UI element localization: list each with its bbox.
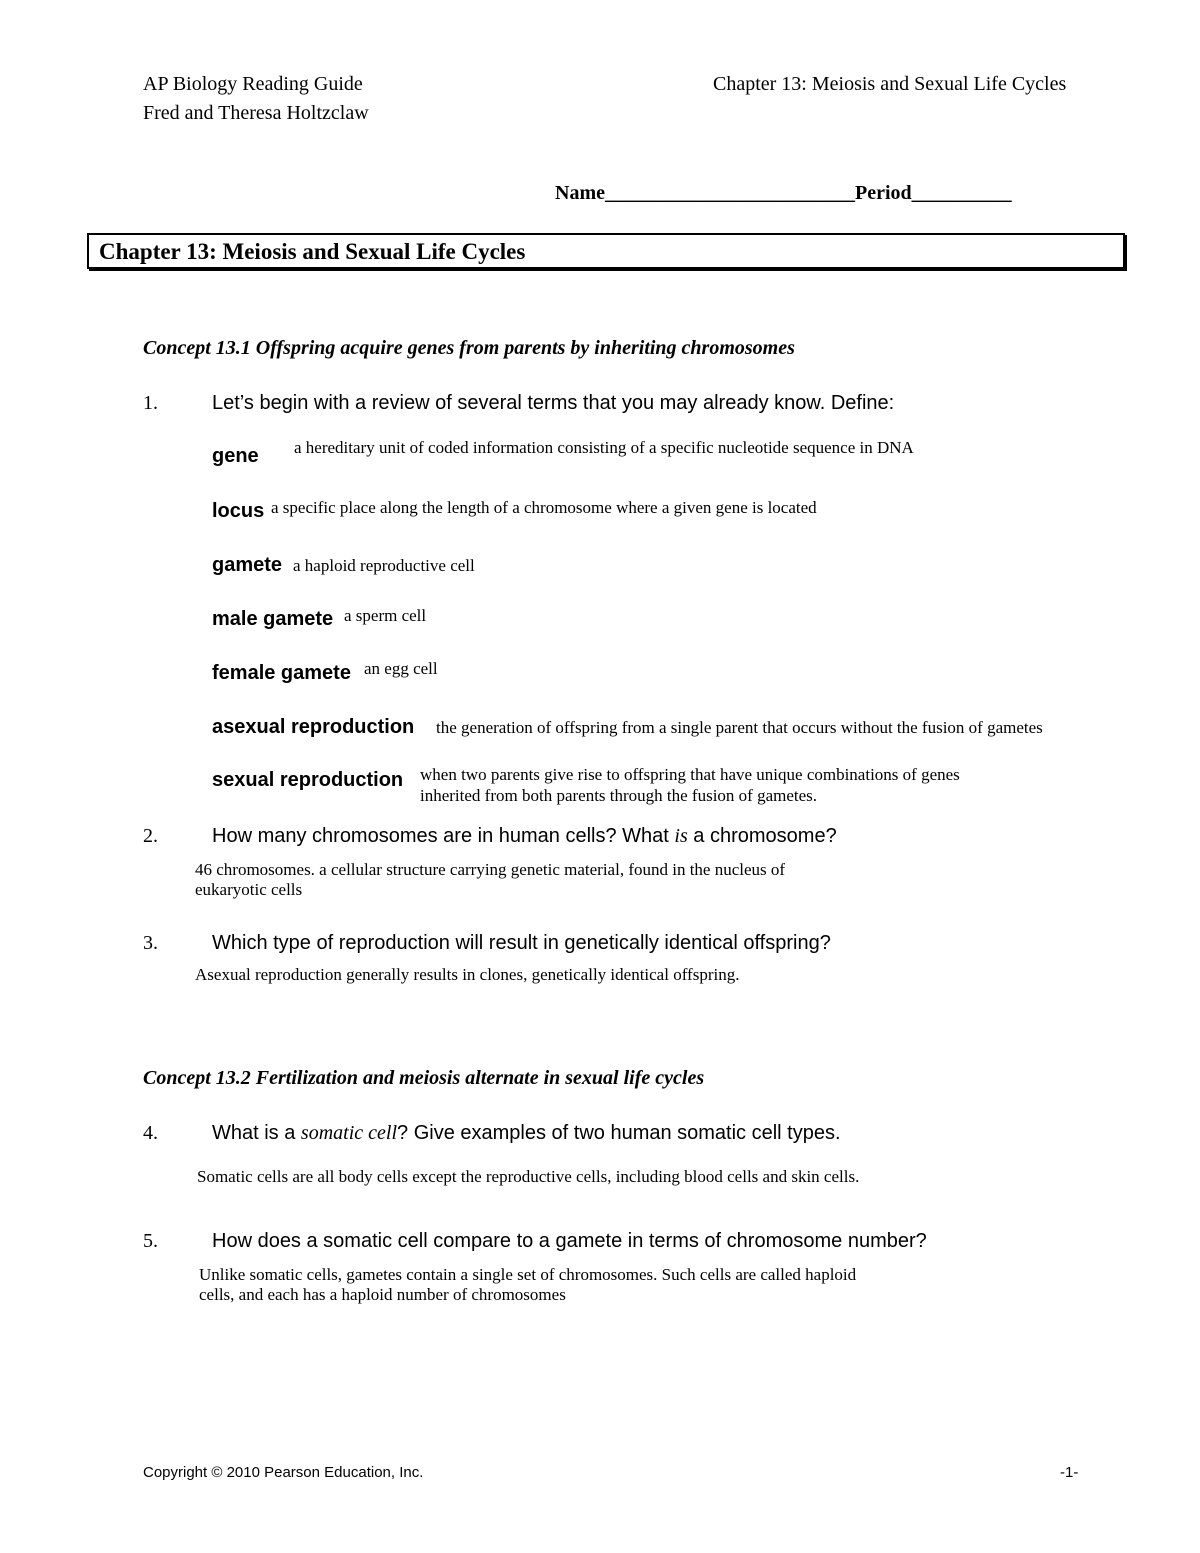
concept-13-2-heading: Concept 13.2 Fertilization and meiosis alternate in sexual life cycles (143, 1067, 705, 1089)
name-period-line: Name_________________________Period__________ (555, 182, 1012, 204)
chapter-title: Chapter 13: Meiosis and Sexual Life Cycles (99, 239, 526, 264)
chapter-title-box (87, 233, 1125, 269)
def-female-gamete: an egg cell (364, 659, 438, 678)
question-4-text-part1: What is a (212, 1122, 301, 1144)
question-1-text: Let’s begin with a review of several terms that you may already know. Define: (212, 392, 895, 414)
answer-2-line1: 46 chromosomes. a cellular structure carrying genetic material, found in the nucleus of (195, 860, 786, 879)
def-gene: a hereditary unit of coded information consisting of a specific nucleotide sequence in DNA (294, 438, 914, 457)
question-2-text (212, 825, 837, 848)
question-1-number: 1. (143, 392, 158, 414)
answer-5-line1: Unlike somatic cells, gametes contain a single set of chromosomes. Such cells are called haploid (199, 1265, 857, 1284)
answer-2-line2: eukaryotic cells (195, 880, 303, 899)
guide-title: AP Biology Reading Guide (143, 73, 363, 95)
question-4-text (212, 1122, 841, 1145)
def-asexual-reproduction: the generation of offspring from a single parent that occurs without the fusion of gametes (436, 718, 1043, 737)
def-gamete: a haploid reproductive cell (293, 556, 475, 575)
term-asexual-reproduction: asexual reproduction (212, 716, 415, 738)
question-2-text-part2: a chromosome? (687, 825, 837, 847)
concept-13-1-heading: Concept 13.1 Offspring acquire genes from parents by inheriting chromosomes (143, 337, 795, 359)
page-number: -1- (1060, 1464, 1079, 1481)
question-4-emphasis: somatic cell (300, 1122, 398, 1144)
term-female-gamete: female gamete (212, 662, 351, 684)
def-locus: a specific place along the length of a chromosome where a given gene is located (271, 498, 817, 517)
copyright: Copyright © 2010 Pearson Education, Inc. (143, 1464, 424, 1481)
term-male-gamete: male gamete (212, 608, 334, 630)
answer-4: Somatic cells are all body cells except the reproductive cells, including blood cells and skin cells. (197, 1167, 860, 1186)
authors: Fred and Theresa Holtzclaw (143, 102, 369, 124)
def-sexual-reproduction-line1: when two parents give rise to offspring that have unique combinations of genes (420, 765, 960, 784)
answer-3: Asexual reproduction generally results in clones, genetically identical offspring. (195, 965, 740, 984)
answer-5-line2: cells, and each has a haploid number of chromosomes (199, 1285, 566, 1304)
question-2-emphasis: is (674, 825, 688, 847)
question-4-text-part2: ? Give examples of two human somatic cell types. (397, 1122, 841, 1144)
chapter-header: Chapter 13: Meiosis and Sexual Life Cycles (713, 73, 1067, 95)
question-5-text: How does a somatic cell compare to a gamete in terms of chromosome number? (212, 1230, 927, 1252)
question-4-number: 4. (143, 1122, 158, 1144)
term-gamete: gamete (212, 554, 283, 576)
question-5-number: 5. (143, 1230, 158, 1252)
question-3-text: Which type of reproduction will result in genetically identical offspring? (212, 932, 831, 954)
question-3-number: 3. (143, 932, 158, 954)
def-sexual-reproduction-line2: inherited from both parents through the fusion of gametes. (420, 786, 818, 805)
def-male-gamete: a sperm cell (344, 606, 427, 625)
term-locus: locus (212, 500, 265, 522)
term-sexual-reproduction: sexual reproduction (212, 769, 404, 791)
question-2-number: 2. (143, 825, 158, 847)
question-2-text-part1: How many chromosomes are in human cells? What (212, 825, 675, 847)
term-gene: gene (212, 445, 259, 467)
